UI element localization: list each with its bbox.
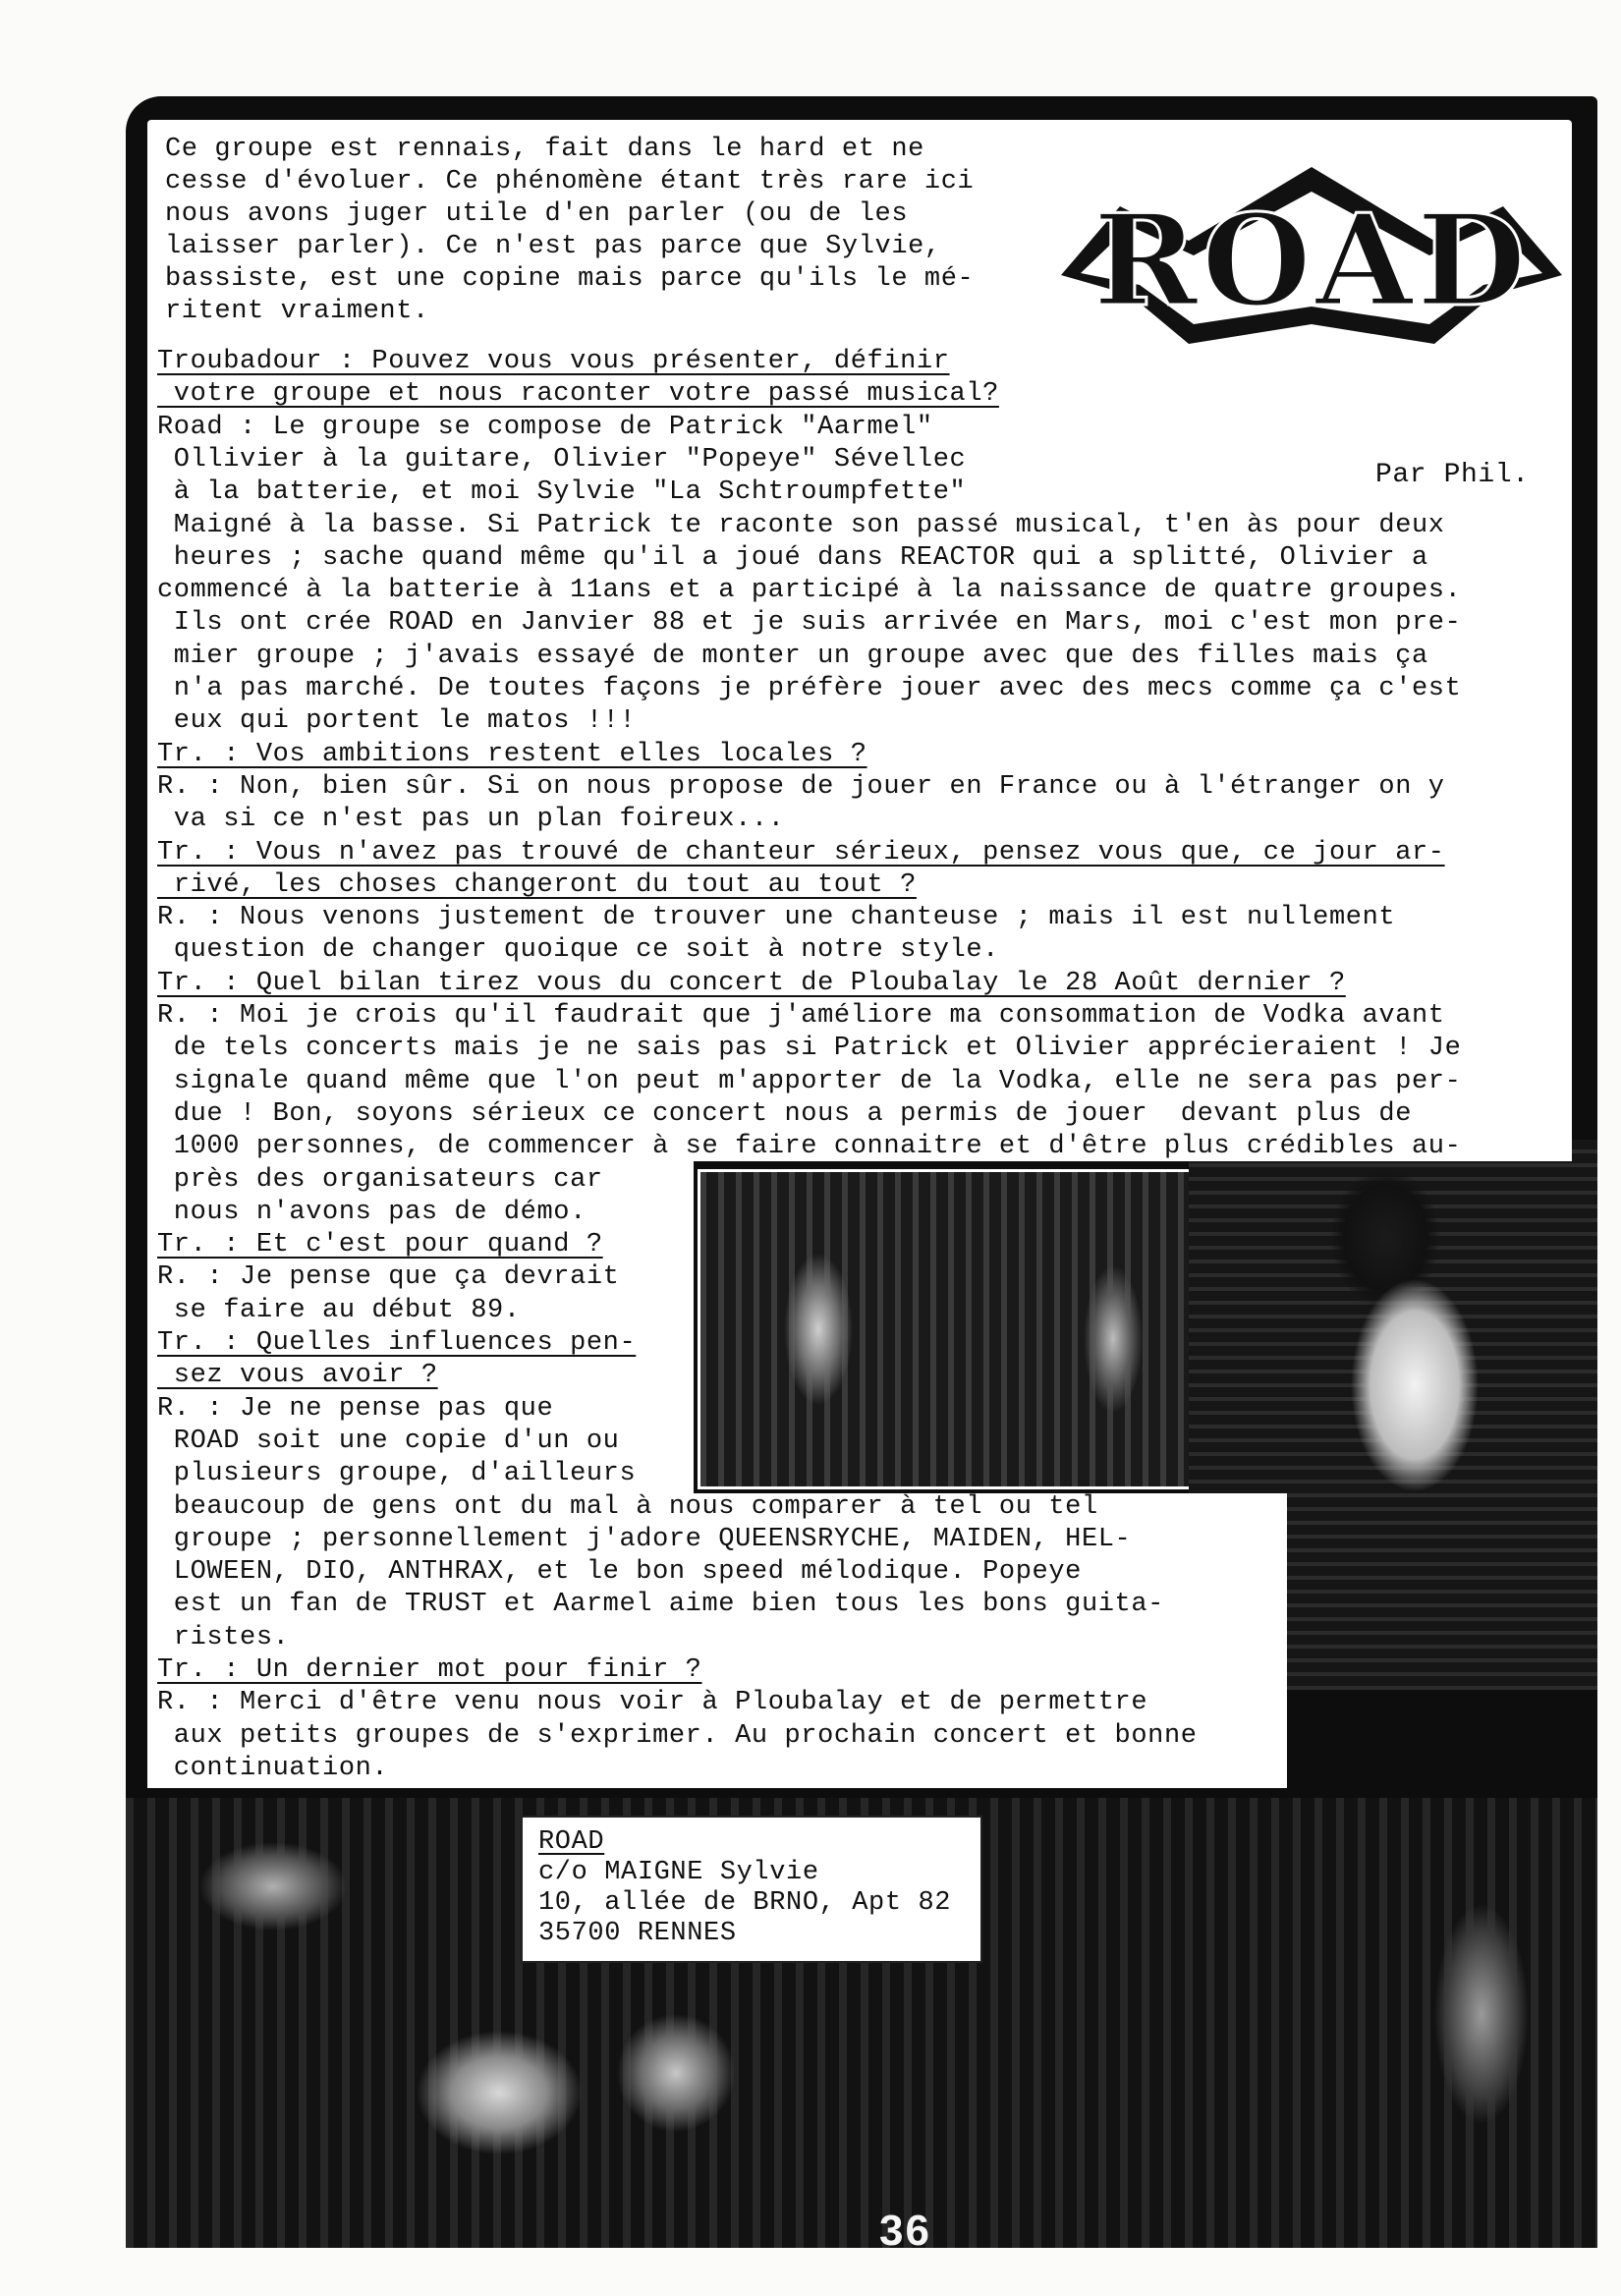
interview-answer: Ollivier à la guitare, Olivier "Popeye" Sévellec <box>157 444 967 475</box>
interview-answer: va si ce n'est pas un plan foireux... <box>157 805 785 835</box>
interview-question: Tr. : Vos ambitions restent elles locales ? <box>157 739 867 769</box>
intro-line: bassiste, est une copine mais parce qu'ils le mé- <box>165 264 975 294</box>
interview-answer: due ! Bon, soyons sérieux ce concert nous a permis de jouer devant plus de <box>157 1098 1412 1129</box>
concert-photo-guitarist <box>698 1169 1214 1489</box>
interview-answer: heures ; sache quand même qu'il a joué dans REACTOR qui a splitté, Olivier a <box>157 542 1428 573</box>
interview-answer: n'a pas marché. De toutes façons je préfère jouer avec des mecs comme ça c'est <box>157 674 1462 703</box>
interview-answer: aux petits groupes de s'exprimer. Au prochain concert et bonne <box>157 1720 1198 1751</box>
interview-answer: mier groupe ; j'avais essayé de monter un groupe avec que des filles mais ça <box>157 641 1428 671</box>
interview-answer: Ils ont crée ROAD en Janvier 88 et je suis arrivée en Mars, moi c'est mon pre- <box>157 608 1462 639</box>
interview-answer: près des organisateurs car <box>157 1164 603 1195</box>
interview-answer: signale quand même que l'on peut m'apporter de la Vodka, elle ne sera pas per- <box>157 1066 1462 1096</box>
interview-answer: R. : Je ne pense pas que <box>157 1393 554 1424</box>
address-line: 35700 RENNES <box>538 1919 737 1948</box>
interview-answer: R. : Je pense que ça devrait <box>157 1262 620 1293</box>
road-band-logo <box>1051 147 1572 364</box>
interview-answer: LOWEEN, DIO, ANTHRAX, et le bon speed mélodique. Popeye <box>157 1557 1082 1588</box>
interview-answer: eux qui portent le matos !!! <box>157 706 637 737</box>
address-line: 10, allée de BRNO, Apt 82 <box>538 1888 952 1918</box>
interview-question: rivé, les choses changeront du tout au tout ? <box>157 869 917 900</box>
interview-question: Tr. : Quel bilan tirez vous du concert de Ploubalay le 28 Août dernier ? <box>157 968 1346 998</box>
intro-paragraph <box>165 134 974 328</box>
interview-question: Tr. : Quelles influences pen- <box>157 1328 637 1358</box>
interview-answer: à la batterie, et moi Sylvie "La Schtroumpfette" <box>157 477 967 508</box>
intro-line: laisser parler). Ce n'est pas parce que Sylvie, <box>165 232 941 261</box>
interview-answer: commencé à la batterie à 11ans et a participé à la naissance de quatre groupes. <box>157 576 1462 606</box>
interview-answer: ristes. <box>157 1622 290 1652</box>
interview-question: Troubadour : Pouvez vous vous présenter, définir <box>157 347 950 376</box>
byline: Par Phil. <box>1375 460 1530 490</box>
interview-question: votre groupe et nous raconter votre passé musical? <box>157 379 999 410</box>
intro-line: Ce groupe est rennais, fait dans le hard et ne <box>165 135 924 164</box>
page-number: 36 <box>879 2207 931 2255</box>
logo-text: ROAD <box>1092 188 1531 335</box>
intro-line: ritent vraiment. <box>165 297 429 326</box>
interview-answer: est un fan de TRUST et Aarmel aime bien tous les bons guita- <box>157 1590 1164 1620</box>
interview-answer: de tels concerts mais je ne sais pas si Patrick et Olivier apprécieraient ! Je <box>157 1034 1462 1064</box>
address-title: ROAD <box>538 1827 605 1857</box>
interview-question: sez vous avoir ? <box>157 1361 438 1391</box>
interview-question: Tr. : Et c'est pour quand ? <box>157 1230 603 1260</box>
interview-answer: 1000 personnes, de commencer à se faire connaitre et d'être plus crédibles au- <box>157 1132 1462 1162</box>
interview-answer: R. : Merci d'être venu nous voir à Ploubalay et de permettre <box>157 1688 1148 1718</box>
intro-line: nous avons juger utile d'en parler (ou de les <box>165 199 909 229</box>
interview-answer: ROAD soit une copie d'un ou <box>157 1426 620 1456</box>
interview-answer: question de changer quoique ce soit à notre style. <box>157 935 999 966</box>
interview-answer: groupe ; personnellement j'adore QUEENSRYCHE, MAIDEN, HEL- <box>157 1524 1132 1554</box>
interview-answer: R. : Nous venons justement de trouver une chanteuse ; mais il est nullement <box>157 903 1396 933</box>
interview-answer: Maigné à la basse. Si Patrick te raconte son passé musical, t'en às pour deux <box>157 510 1445 540</box>
interview-answer: beaucoup de gens ont du mal à nous comparer à tel ou tel <box>157 1491 1098 1522</box>
interview-answer: Road : Le groupe se compose de Patrick "Aarmel" <box>157 412 933 442</box>
interview-question: Tr. : Un dernier mot pour finir ? <box>157 1655 702 1685</box>
interview-answer: R. : Non, bien sûr. Si on nous propose de jouer en France ou à l'étranger on y <box>157 771 1445 802</box>
interview-answer: nous n'avons pas de démo. <box>157 1197 587 1227</box>
interview-answer: plusieurs groupe, d'ailleurs <box>157 1459 637 1489</box>
interview-question: Tr. : Vous n'avez pas trouvé de chanteur sérieux, pensez vous que, ce jour ar- <box>157 837 1445 868</box>
interview-answer: R. : Moi je crois qu'il faudrait que j'améliore ma consommation de Vodka avant <box>157 1001 1445 1031</box>
interview-answer: se faire au début 89. <box>157 1295 521 1325</box>
contact-address-box <box>521 1816 982 1963</box>
address-line: c/o MAIGNE Sylvie <box>538 1858 819 1887</box>
interview-answer: continuation. <box>157 1753 389 1783</box>
intro-line: cesse d'évoluer. Ce phénomène étant très rare ici <box>165 167 975 196</box>
